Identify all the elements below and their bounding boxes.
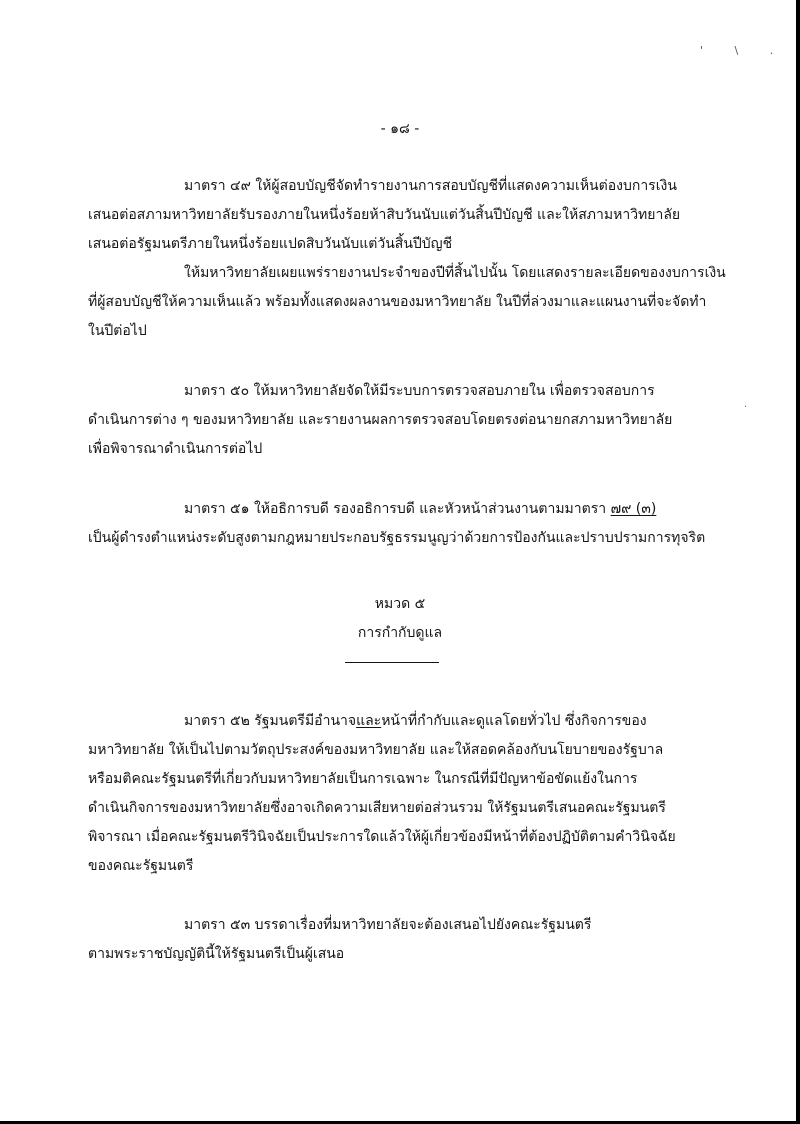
section-51-line-2: เป็นผู้ดำรงตำแหน่งระดับสูงตามกฎหมายประกอบรัฐธรรมนูญว่าด้วยการป้องกันและปราบปรามการทุจริต	[88, 530, 706, 546]
chapter-divider	[345, 662, 439, 663]
section-52-line-4: ดำเนินกิจการของมหาวิทยาลัยซึ่งอาจเกิดความเสียหายต่อส่วนรวม ให้รัฐมนตรีเสนอคณะรัฐมนตรี	[88, 800, 666, 816]
section-52-line-6: ของคณะรัฐมนตรี	[88, 858, 194, 874]
section-51-reference: ๗๙ (๓)	[610, 501, 657, 517]
section-49-line-1: มาตรา ๔๙ ให้ผู้สอบบัญชีจัดทำรายงานการสอบบัญชีที่แสดงความเห็นต่องบการเงิน	[184, 178, 677, 194]
section-52-text-before: มาตรา ๕๒ รัฐมนตรีมีอำนาจ	[184, 713, 357, 729]
page-number: - ๑๘ -	[380, 121, 420, 137]
section-51-line-1	[184, 500, 656, 518]
margin-marks: ' \ .	[700, 44, 788, 57]
stray-mark: ·	[744, 402, 748, 413]
section-49-line-4: ให้มหาวิทยาลัยเผยแพร่รายงานประจำของปีที่สิ้นไปนั้น โดยแสดงรายละเอียดของงบการเงิน	[184, 265, 726, 281]
section-49-line-6: ในปีต่อไป	[88, 323, 147, 339]
section-50-line-3: เพื่อพิจารณาดำเนินการต่อไป	[88, 441, 263, 457]
chapter-title: การกำกับดูแล	[357, 625, 443, 641]
section-50-line-2: ดำเนินการต่าง ๆ ของมหาวิทยาลัย และรายงานผลการตรวจสอบโดยตรงต่อนายกสภามหาวิทยาลัย	[88, 412, 673, 428]
section-49-line-3: เสนอต่อรัฐมนตรีภายในหนึ่งร้อยแปดสิบวันนับแต่วันสิ้นปีบัญชี	[88, 236, 453, 252]
section-51-text: มาตรา ๕๑ ให้อธิการบดี รองอธิการบดี และหัวหน้าส่วนงานตามมาตรา	[184, 501, 611, 517]
section-52-line-2: มหาวิทยาลัย ให้เป็นไปตามวัตถุประสงค์ของมหาวิทยาลัย และให้สอดคล้องกับนโยบายของรัฐบาล	[88, 742, 664, 758]
section-52-text-after: หน้าที่กำกับและดูแลโดยทั่วไป ซึ่งกิจการของ	[381, 713, 647, 729]
chapter-number: หมวด ๕	[374, 596, 426, 612]
section-53-line-1: มาตรา ๕๓ บรรดาเรื่องที่มหาวิทยาลัยจะต้องเสนอไปยังคณะรัฐมนตรี	[184, 917, 592, 933]
section-52-line-3: หรือมติคณะรัฐมนตรีที่เกี่ยวกับมหาวิทยาลัยเป็นการเฉพาะ ในกรณีที่มีปัญหาข้อขัดแย้งในการ	[88, 771, 638, 787]
scan-edge-right	[796, 0, 800, 1124]
section-53-line-2: ตามพระราชบัญญัตินี้ให้รัฐมนตรีเป็นผู้เสนอ	[88, 946, 345, 962]
section-50-line-1: มาตรา ๕๐ ให้มหาวิทยาลัยจัดให้มีระบบการตรวจสอบภายใน เพื่อตรวจสอบการ	[184, 383, 655, 399]
section-52-line-1	[184, 712, 647, 730]
section-52-line-5: พิจารณา เมื่อคณะรัฐมนตรีวินิจฉัยเป็นประการใดแล้วให้ผู้เกี่ยวข้องมีหน้าที่ต้องปฏิบัติตามคำวินิจฉัย	[88, 829, 676, 845]
section-49-line-5: ที่ผู้สอบบัญชีให้ความเห็นแล้ว พร้อมทั้งแสดงผลงานของมหาวิทยาลัย ในปีที่ล่วงมาและแผนงานที่จะจัดทำ	[88, 294, 707, 310]
section-49-line-2: เสนอต่อสภามหาวิทยาลัยรับรองภายในหนึ่งร้อยห้าสิบวันนับแต่วันสิ้นปีบัญชี และให้สภามหาวิทยาลัย	[88, 207, 681, 223]
section-52-underlined-word: และ	[356, 713, 382, 729]
